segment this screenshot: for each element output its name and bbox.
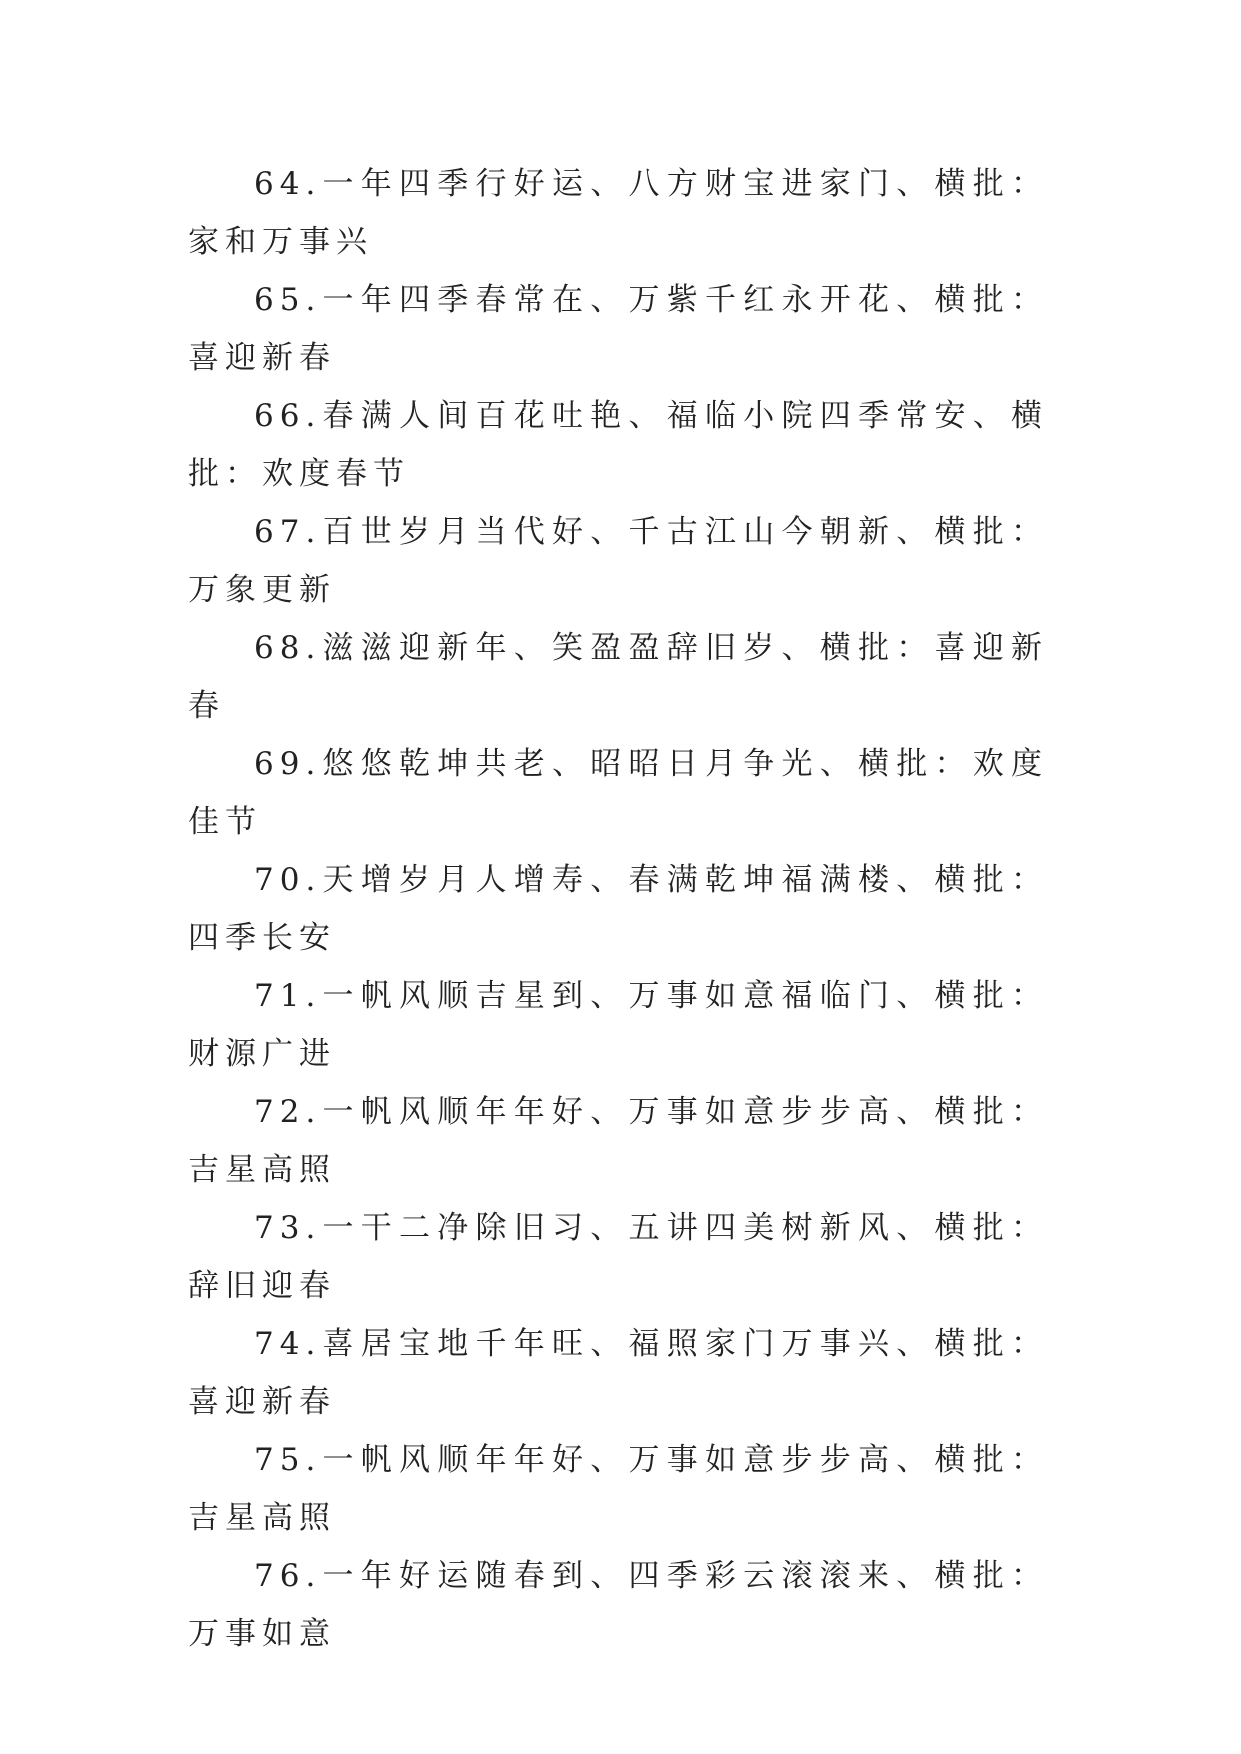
list-item: 72.一帆风顺年年好、万事如意步步高、横批：吉星高照	[188, 1094, 1048, 1188]
list-item: 75.一帆风顺年年好、万事如意步步高、横批：吉星高照	[188, 1442, 1048, 1536]
list-item: 67.百世岁月当代好、千古江山今朝新、横批：万象更新	[188, 514, 1048, 608]
list-item: 65.一年四季春常在、万紫千红永开花、横批：喜迎新春	[188, 282, 1048, 376]
list-item: 74.喜居宝地千年旺、福照家门万事兴、横批：喜迎新春	[188, 1326, 1048, 1420]
list-item: 76.一年好运随春到、四季彩云滚滚来、横批：万事如意	[188, 1558, 1048, 1652]
list-item: 66.春满人间百花吐艳、福临小院四季常安、横批：欢度春节	[188, 398, 1048, 492]
list-item: 71.一帆风顺吉星到、万事如意福临门、横批：财源广进	[188, 978, 1048, 1072]
list-item: 64.一年四季行好运、八方财宝进家门、横批：家和万事兴	[188, 166, 1048, 260]
couplet-list	[188, 155, 1048, 1663]
list-item: 70.天增岁月人增寿、春满乾坤福满楼、横批：四季长安	[188, 862, 1048, 956]
list-item: 68.滋滋迎新年、笑盈盈辞旧岁、横批：喜迎新春	[188, 630, 1048, 724]
list-item: 69.悠悠乾坤共老、昭昭日月争光、横批：欢度佳节	[188, 746, 1048, 840]
list-item: 73.一干二净除旧习、五讲四美树新风、横批：辞旧迎春	[188, 1210, 1048, 1304]
